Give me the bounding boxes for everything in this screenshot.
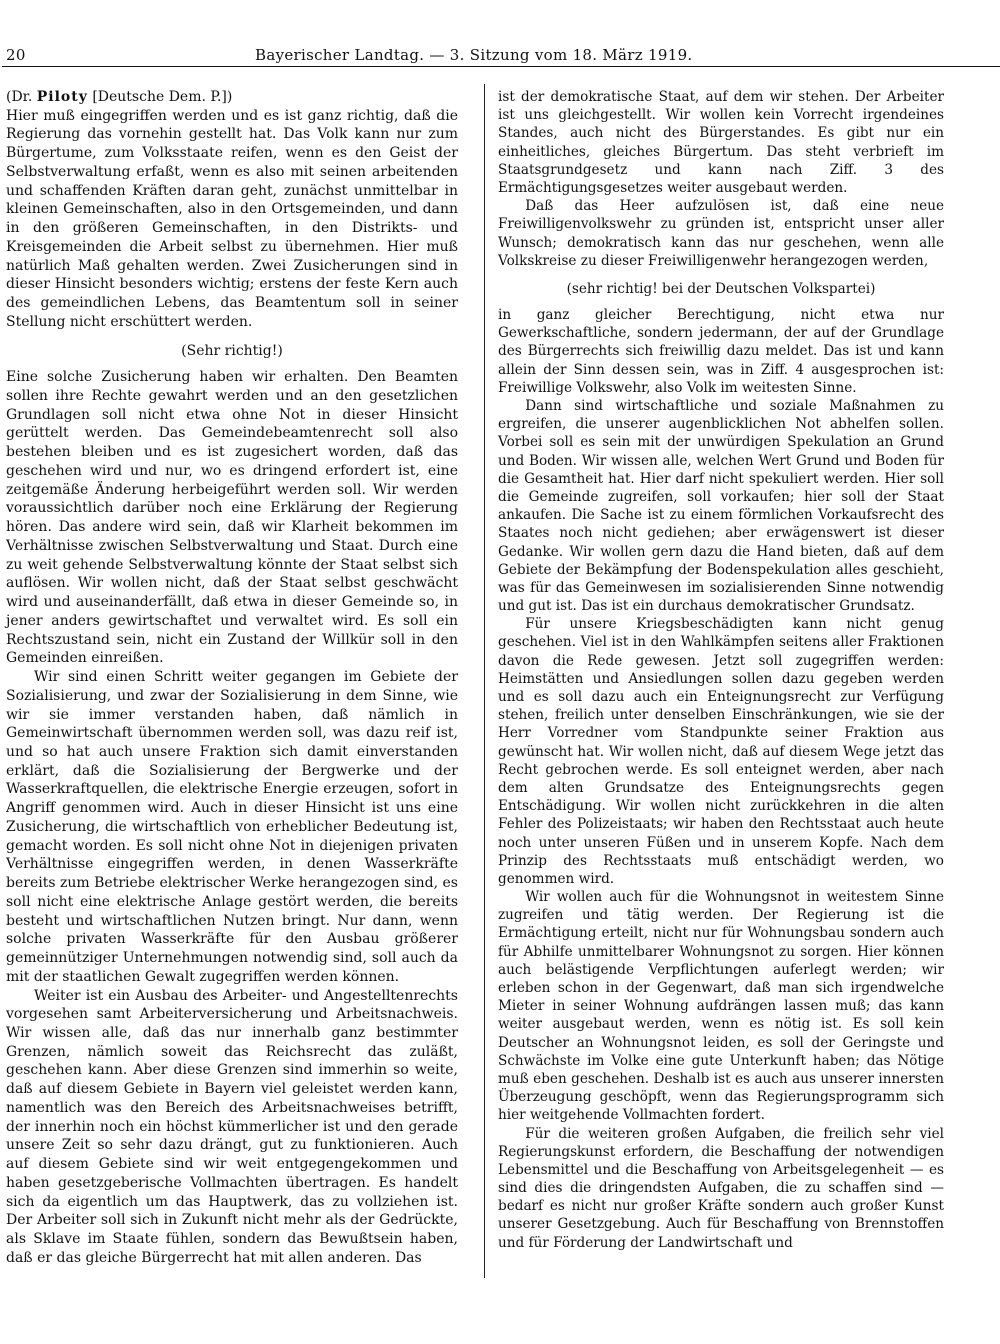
paragraph: Wir wollen auch für die Wohnungsnot in weitestem Sinne zugreifen und tätig werden. Der Regierung ist die Ermächtigung erteilt, nicht nur für Wohnungsbau sondern auch für Abhilfe unmittelbarer Wohnungsnot zu sorgen. Hier können auch belästigende Verpflichtungen auferlegt werden; wir erleben schon in der Gegenwart, daß man sich irgendwelche Mieter in seiner Wohnung aufdrängen lassen muß; das kann weiter ausgebaut werden, wenn es nötig ist. Es soll kein Deutscher an Wohnungsnot leiden, es soll der Geringste und Schwächste im Volke eine gute Unterkunft haben; das Nötige muß eben geschehen. Deshalb ist es auch aus unserer innersten Überzeugung geschöpft, wenn das Regierungsprogramm sich hier weitgehende Vollmachten fordert.	[498, 889, 944, 1124]
header-rule	[2, 66, 1000, 67]
paragraph: Für die weiteren großen Aufgaben, die freilich sehr viel Regierungskunst erfordern, die Beschaffung der notwendigen Lebensmittel und die Beschaffung von Arbeitsgelegenheit — es sind dies die dringendsten Aufgaben, die zu schaffen sind — bedarf es nicht nur großer Kräfte sondern auch großer Kunst unserer Gesetzgebung. Auch für Beschaffung von Brennstoffen und für Förderung der Landwirtschaft und	[498, 1125, 944, 1251]
paragraph: Dann sind wirtschaftliche und soziale Maßnahmen zu ergreifen, die unserer augenblicklichen Not abhelfen sollen. Vorbei soll es sein mit der unwürdigen Spekulation an Grund und Boden. Wir wissen alle, welchen Wert Grund und Boden für die Gesamtheit hat. Hier darf nicht spekuliert werden. Hier soll die Gemeinde zugreifen, soll vorkaufen; hier soll der Staat ankaufen. Die Sache ist zu einem förmlichen Vorkaufsrecht des Staates noch nicht gediehen; aber erwägenswert ist dieser Gedanke. Wir wollen gern dazu die Hand bieten, daß auf dem Gebiete der Bekämpfung der Bodenspekulation alles geschieht, was für das Gemeinwesen im sozialisierenden Sinne notwendig und gut ist. Das ist ein durchaus demokratischer Grundsatz.	[498, 398, 944, 615]
paragraph: ist der demokratische Staat, auf dem wir stehen. Der Arbeiter ist uns gleichgestellt. Wir wollen kein Vorrecht irgendeines Standes, auch nicht des Bürgerstandes. Es gibt nur ein einheitliches, gleiches Bürgertum. Das steht verbrieft im Staatsgrundgesetz und kann nach Ziff. 3 des Ermächtigungsgesetzes weiter ausgebaut werden.	[498, 89, 944, 196]
paragraph: Eine solche Zusicherung haben wir erhalten. Den Beamten sollen ihre Rechte gewahrt werden und an den gesetzlichen Grundlagen soll nicht etwa ohne Not in dieser Hinsicht gerüttelt werden. Das Gemeindebeamtenrecht soll also bestehen bleiben und es ist zugesichert worden, daß das geschehen wird und nur, wo es dringend erfordert ist, eine zeitgemäße Änderung herbeigeführt werden soll. Wir werden voraussichtlich darüber noch eine Erklärung der Regierung hören. Das andere wird sein, daß wir Klarheit bekommen im Verhältnisse zwischen Selbstverwaltung und Staat. Durch eine zu weit gehende Selbstverwaltung könnte der Staat selbst sich auflösen. Wir wollen nicht, daß der Staat selbst geschwächt wird und auseinanderfällt, daß etwa in dieser Gemeinde so, in jener anders gewirtschaftet und verwaltet wird. Es soll ein Rechtszustand sein, nicht ein Zustand der Willkür soll in den Gemeinden einreißen.	[6, 369, 458, 667]
page-number: 20	[6, 46, 26, 64]
interjection: (sehr richtig! bei der Deutschen Volkspartei)	[566, 280, 876, 297]
left-column	[6, 88, 458, 1268]
speaker-name: Piloty	[36, 89, 88, 105]
column-divider	[484, 84, 485, 1278]
running-title: Bayerischer Landtag. — 3. Sitzung vom 18. März 1919.	[255, 46, 693, 64]
paragraph: Hier muß eingegriffen werden und es ist ganz richtig, daß die Regierung das vornehin gestellt hat. Das Volk kann nur zum Bürgertume, zum Volksstaate reifen, wenn es den Geist der Selbstverwaltung erfaßt, wenn es also mit seinen arbeitenden und schaffenden Kräften daran geht, zunächst unmittelbar in kleinen Gemeinschaften, also in den Ortsgemeinden, und dann in den größeren Gemeinschaften, in den Distrikts- und Kreisgemeinden die Arbeit selbst zu übernehmen. Hier muß natürlich Maß gehalten werden. Zwei Zusicherungen sind in dieser Hinsicht besonders wichtig; erstens der feste Kern auch des gemeindlichen Lebens, das Beamtentum soll in seiner Stellung nicht erschüttert werden.	[6, 107, 458, 330]
paragraph: Weiter ist ein Ausbau des Arbeiter- und Angestelltenrechts vorgesehen samt Arbeiterversicherung und Arbeitsnachweis. Wir wissen alle, daß das nur innerhalb ganz bestimmter Grenzen, nämlich soweit das Reichsrecht das zuläßt, geschehen kann. Aber diese Grenzen sind immerhin so weite, daß auf diesem Gebiete in Bayern viel geleistet werden kann, namentlich was den Bereich des Arbeitsnachweises betrifft, der innerhin noch ein höchst kümmerlicher ist und den gerade unsere Zeit so sehr dazu drängt, gut zu funktionieren. Auch auf diesem Gebiete sind wir weit entgegengekommen und haben gesetzgeberische Vollmachten übertragen. Es handelt sich da eigentlich um das Hauptwerk, das zu vollziehen ist. Der Arbeiter soll sich in Zukunft nicht mehr als der Gedrückte, als Sklave im Staate fühlen, sondern das Bewußtsein haben, daß er das gleiche Bürgerrecht hat mit allen anderen. Das	[6, 987, 458, 1266]
paragraph: in ganz gleicher Berechtigung, nicht etwa nur Gewerkschaftliche, sondern jedermann, der auf der Grundlage des Bürgerrechts sich freiwillig dazu meldet. Das ist und kann allein der Sinn dessen sein, was in Ziff. 4 ausgesprochen ist: Freiwillige Volkswehr, also Volk im weitesten Sinne.	[498, 307, 944, 396]
speaker-prefix: (Dr.	[6, 89, 33, 105]
paragraph: Wir sind einen Schritt weiter gegangen im Gebiete der Sozialisierung, und zwar der Sozialisierung in dem Sinne, wie wir sie immer verstanden haben, daß nämlich in Gemeinwirtschaft übernommen werden soll, was dazu reif ist, und so hat auch unsere Fraktion sich damit einverstanden erklärt, daß die Sozialisierung der Bergwerke und der Wasserkraftquellen, die elektrische Energie erzeugen, sofort in Angriff genommen wird. Auch in dieser Hinsicht ist uns eine Zusicherung, die wirtschaftlich von erheblicher Bedeutung ist, gemacht worden. Es soll nicht ohne Not in diejenigen privaten Verhältnisse eingegriffen werden, in denen Wasserkräfte bereits zum Betriebe elektrischer Werke herangezogen sind, es soll nicht eine elektrische Anlage gestört werden, die bereits besteht und wirtschaftlichen Nutzen bringt. Nur dann, wenn solche privaten Wasserkräfte für den Ausbau größerer gemeinnütziger Unternehmungen notwendig sind, soll auch da mit der staatlichen Gewalt zugegriffen werden können.	[6, 669, 458, 985]
speaker-line	[6, 88, 458, 107]
right-column	[498, 88, 944, 1252]
page-header	[0, 42, 1000, 68]
paragraph: Daß das Heer aufzulösen ist, daß eine neue Freiwilligenvolkswehr zu gründen ist, entspricht unser aller Wunsch; demokratisch kann das nur geschehen, wenn alle Volkskreise zu dieser Freiwilligenwehr herangezogen werden,	[498, 198, 944, 269]
paragraph: Für unsere Kriegsbeschädigten kann nicht genug geschehen. Viel ist in den Wahlkämpfen seitens aller Fraktionen davon die Rede gewesen. Jetzt soll zugegriffen werden: Heimstätten und Ansiedlungen sollen dazu gegeben werden und es soll dazu auch ein Enteignungsrecht zur Verfügung stehen, freilich unter denselben Einschränkungen, wie sie der Herr Vorredner vom Standpunkte seiner Fraktion aus gewünscht hat. Wir wollen nicht, daß auf diesem Wege jetzt das Recht gebrochen werde. Es soll enteignet werden, aber nach dem alten Grundsatze des Enteignungsrechts gegen Entschädigung. Wir wollen nicht zurückkehren in die alten Fehler des Polizeistaats; wir haben den Rechtsstaat auch heute noch unter unseren Füßen und in unserem Kopfe. Nach dem Prinzip des Rechtsstaats muß entschädigt werden, wo genommen wird.	[498, 616, 944, 887]
speaker-party: [Deutsche Dem. P.])	[92, 89, 233, 105]
interjection: (Sehr richtig!)	[181, 342, 283, 359]
